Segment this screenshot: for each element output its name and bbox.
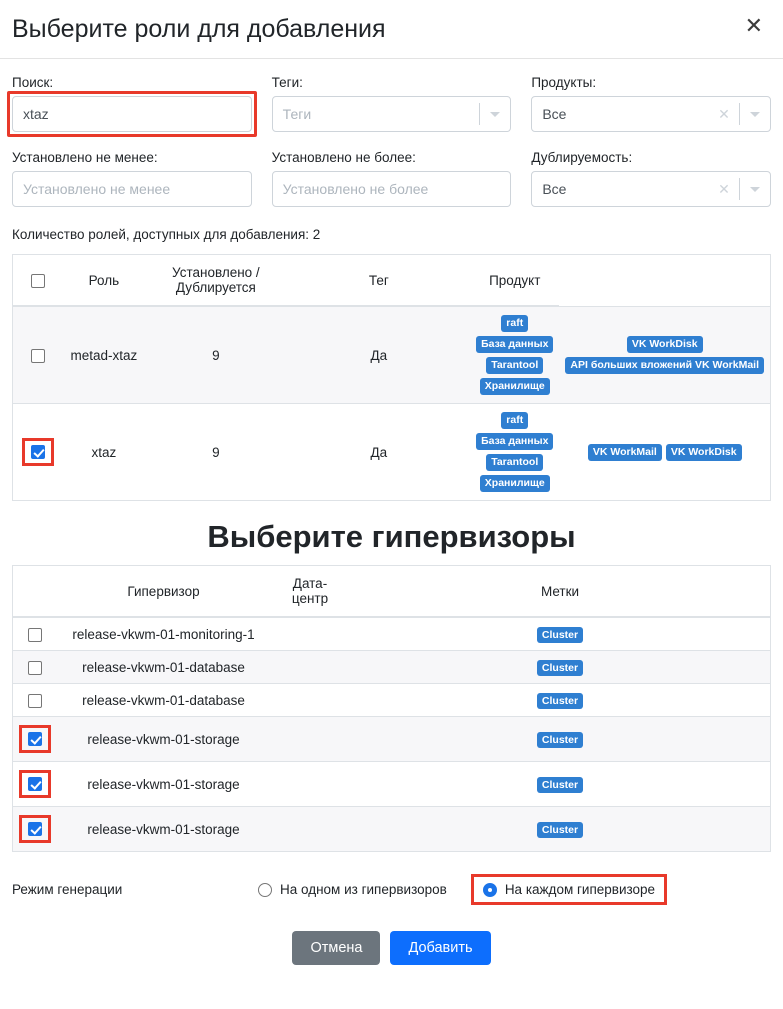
filters-row-2	[12, 150, 771, 207]
tag-header: Тег	[288, 255, 471, 307]
tags-select[interactable]	[272, 96, 512, 132]
tag-badge: Tarantool	[486, 454, 543, 471]
hv-dc	[270, 684, 350, 717]
table-row[interactable]	[13, 651, 771, 684]
installed-cell: 9	[144, 404, 287, 501]
select-all-checkbox[interactable]	[31, 274, 45, 288]
product-badge: VK WorkDisk	[666, 444, 742, 461]
tag-badge: Хранилище	[480, 378, 550, 395]
generation-mode-row	[12, 874, 771, 905]
hv-checkbox[interactable]	[28, 822, 42, 836]
hypervisors-table	[12, 565, 771, 852]
hv-checkbox[interactable]	[28, 777, 42, 791]
hv-dc	[270, 717, 350, 762]
role-name: xtaz	[91, 444, 117, 460]
datacenter-header	[270, 566, 350, 618]
table-row[interactable]	[13, 617, 771, 651]
duplicability-select[interactable]	[531, 171, 771, 207]
installed-header	[144, 255, 287, 307]
hv-name: release-vkwm-01-storage	[57, 717, 270, 762]
chevron-down-icon[interactable]	[740, 112, 770, 117]
tag-badge: База данных	[476, 433, 553, 450]
hv-checkbox-highlight	[19, 815, 51, 843]
labels-header: Метки	[350, 566, 771, 618]
installed-cell: 9	[144, 306, 287, 404]
search-highlight	[7, 91, 257, 137]
roles-table	[12, 254, 771, 501]
label-badge: Cluster	[537, 822, 583, 838]
label-badge: Cluster	[537, 660, 583, 676]
role-name: metad-xtaz	[70, 347, 138, 363]
clear-icon[interactable]: ✕	[718, 180, 730, 197]
label-badge: Cluster	[537, 627, 583, 643]
duplicability-label: Дублируемость:	[531, 150, 633, 165]
hv-name: release-vkwm-01-database	[57, 651, 270, 684]
hv-labels	[350, 717, 771, 762]
hv-checkbox[interactable]	[28, 694, 42, 708]
products-field-group	[531, 75, 771, 132]
radio-each-hypervisor[interactable]	[483, 882, 655, 897]
hypervisors-title: Выберите гипервизоры	[207, 519, 576, 554]
products-select-value: Все	[542, 106, 567, 122]
hv-name: release-vkwm-01-database	[57, 684, 270, 717]
hv-select-cell	[13, 717, 58, 762]
hv-dc	[270, 807, 350, 852]
hv-select-cell	[13, 617, 58, 651]
tag-badge: raft	[501, 412, 528, 429]
hv-labels	[350, 617, 771, 651]
tag-list	[476, 315, 553, 395]
dc-header-line1: Дата-	[292, 576, 328, 591]
hv-dc	[270, 617, 350, 651]
hv-select-cell	[13, 807, 58, 852]
products-label: Продукты:	[531, 75, 597, 90]
products-cell	[559, 404, 770, 501]
hv-table-header-row	[13, 566, 771, 618]
installed-header-line2: Дублируется	[175, 280, 256, 295]
hypervisor-header: Гипервизор	[57, 566, 270, 618]
add-button[interactable]: Добавить	[390, 931, 490, 965]
product-badge: API больших вложений VK WorkMail	[565, 357, 764, 374]
filters-row-1	[12, 75, 771, 132]
radio-each-label: На каждом гипервизоре	[504, 882, 656, 897]
product-list	[565, 444, 764, 461]
tag-badge: Tarantool	[486, 357, 543, 374]
hv-select-cell	[13, 684, 58, 717]
role-name-cell	[64, 306, 145, 404]
hv-select-cell	[13, 762, 58, 807]
search-input[interactable]	[12, 96, 252, 132]
hv-select-header	[13, 566, 58, 618]
products-cell	[559, 306, 770, 404]
hv-checkbox-highlight	[19, 725, 51, 753]
hv-name: release-vkwm-01-storage	[57, 762, 270, 807]
roles-count-text: Количество ролей, доступных для добавления: 2	[12, 227, 321, 242]
role-name-cell	[64, 404, 145, 501]
radio-each-highlight	[471, 874, 667, 905]
table-row[interactable]	[13, 404, 771, 501]
dialog-body	[0, 59, 783, 965]
dialog-header	[0, 0, 783, 59]
hv-checkbox[interactable]	[28, 628, 42, 642]
row-checkbox-highlight	[22, 438, 54, 466]
hv-labels	[350, 762, 771, 807]
clear-icon[interactable]: ✕	[718, 105, 730, 122]
dialog-buttons	[12, 931, 771, 965]
product-badge: VK WorkDisk	[627, 336, 703, 353]
tags-cell	[470, 404, 559, 501]
max-installed-label: Установлено не более:	[271, 150, 416, 165]
hv-dc	[270, 651, 350, 684]
hv-checkbox[interactable]	[28, 661, 42, 675]
tags-select-value: Теги	[282, 106, 312, 122]
radio-one-label: На одном из гипервизоров	[280, 882, 447, 897]
max-installed-group	[272, 150, 512, 207]
row-select-cell	[13, 404, 64, 501]
min-installed-input[interactable]	[12, 171, 252, 207]
min-installed-label: Установлено не менее:	[12, 150, 158, 165]
chevron-down-icon[interactable]	[740, 187, 770, 192]
hv-checkbox[interactable]	[28, 732, 42, 746]
radio-one-hypervisor[interactable]	[258, 882, 447, 897]
search-label: Поиск:	[12, 75, 54, 90]
page-title: Выберите роли для добавления	[12, 15, 386, 43]
table-row[interactable]	[13, 762, 771, 807]
table-row[interactable]	[13, 684, 771, 717]
table-row[interactable]	[13, 306, 771, 404]
radio-one-icon[interactable]	[258, 883, 272, 897]
hv-labels	[350, 651, 771, 684]
installed-header-line1: Установлено /	[172, 265, 260, 280]
table-row[interactable]	[13, 717, 771, 762]
duplicability-group	[531, 150, 771, 207]
hv-checkbox-highlight	[19, 770, 51, 798]
product-header: Продукт	[470, 255, 559, 307]
dc-header-line2: центр	[291, 591, 329, 606]
tags-field-group	[272, 75, 512, 132]
label-badge: Cluster	[537, 777, 583, 793]
hv-name: release-vkwm-01-storage	[57, 807, 270, 852]
label-badge: Cluster	[537, 693, 583, 709]
max-installed-input[interactable]	[272, 171, 512, 207]
tags-cell	[470, 306, 559, 404]
products-select[interactable]	[531, 96, 771, 132]
tags-label: Теги:	[271, 75, 303, 90]
select-all-header	[13, 255, 64, 307]
close-icon[interactable]: ✕	[744, 13, 763, 38]
hv-dc	[270, 762, 350, 807]
table-row[interactable]	[13, 807, 771, 852]
product-list	[565, 336, 764, 374]
role-header: Роль	[64, 255, 145, 307]
row-select-cell	[13, 306, 64, 404]
duplicability-select-value: Все	[542, 181, 567, 197]
cancel-button[interactable]: Отмена	[292, 931, 380, 965]
tag-badge: raft	[501, 315, 528, 332]
tag-badge: Хранилище	[480, 475, 550, 492]
hv-select-cell	[13, 651, 58, 684]
label-badge: Cluster	[537, 732, 583, 748]
row-checkbox[interactable]	[31, 445, 45, 459]
duplicated-cell: Да	[288, 306, 471, 404]
row-checkbox[interactable]	[31, 349, 45, 363]
hv-name: release-vkwm-01-monitoring-1	[57, 617, 270, 651]
generation-mode-label: Режим генерации	[12, 882, 123, 897]
min-installed-group	[12, 150, 252, 207]
product-badge: VK WorkMail	[588, 444, 662, 461]
hv-labels	[350, 807, 771, 852]
search-field-group	[12, 75, 252, 132]
tag-badge: База данных	[476, 336, 553, 353]
radio-each-icon[interactable]	[483, 883, 497, 897]
hv-labels	[350, 684, 771, 717]
duplicated-cell: Да	[288, 404, 471, 501]
tag-list	[476, 412, 553, 492]
chevron-down-icon[interactable]	[480, 112, 510, 117]
roles-table-header-row	[13, 255, 771, 307]
